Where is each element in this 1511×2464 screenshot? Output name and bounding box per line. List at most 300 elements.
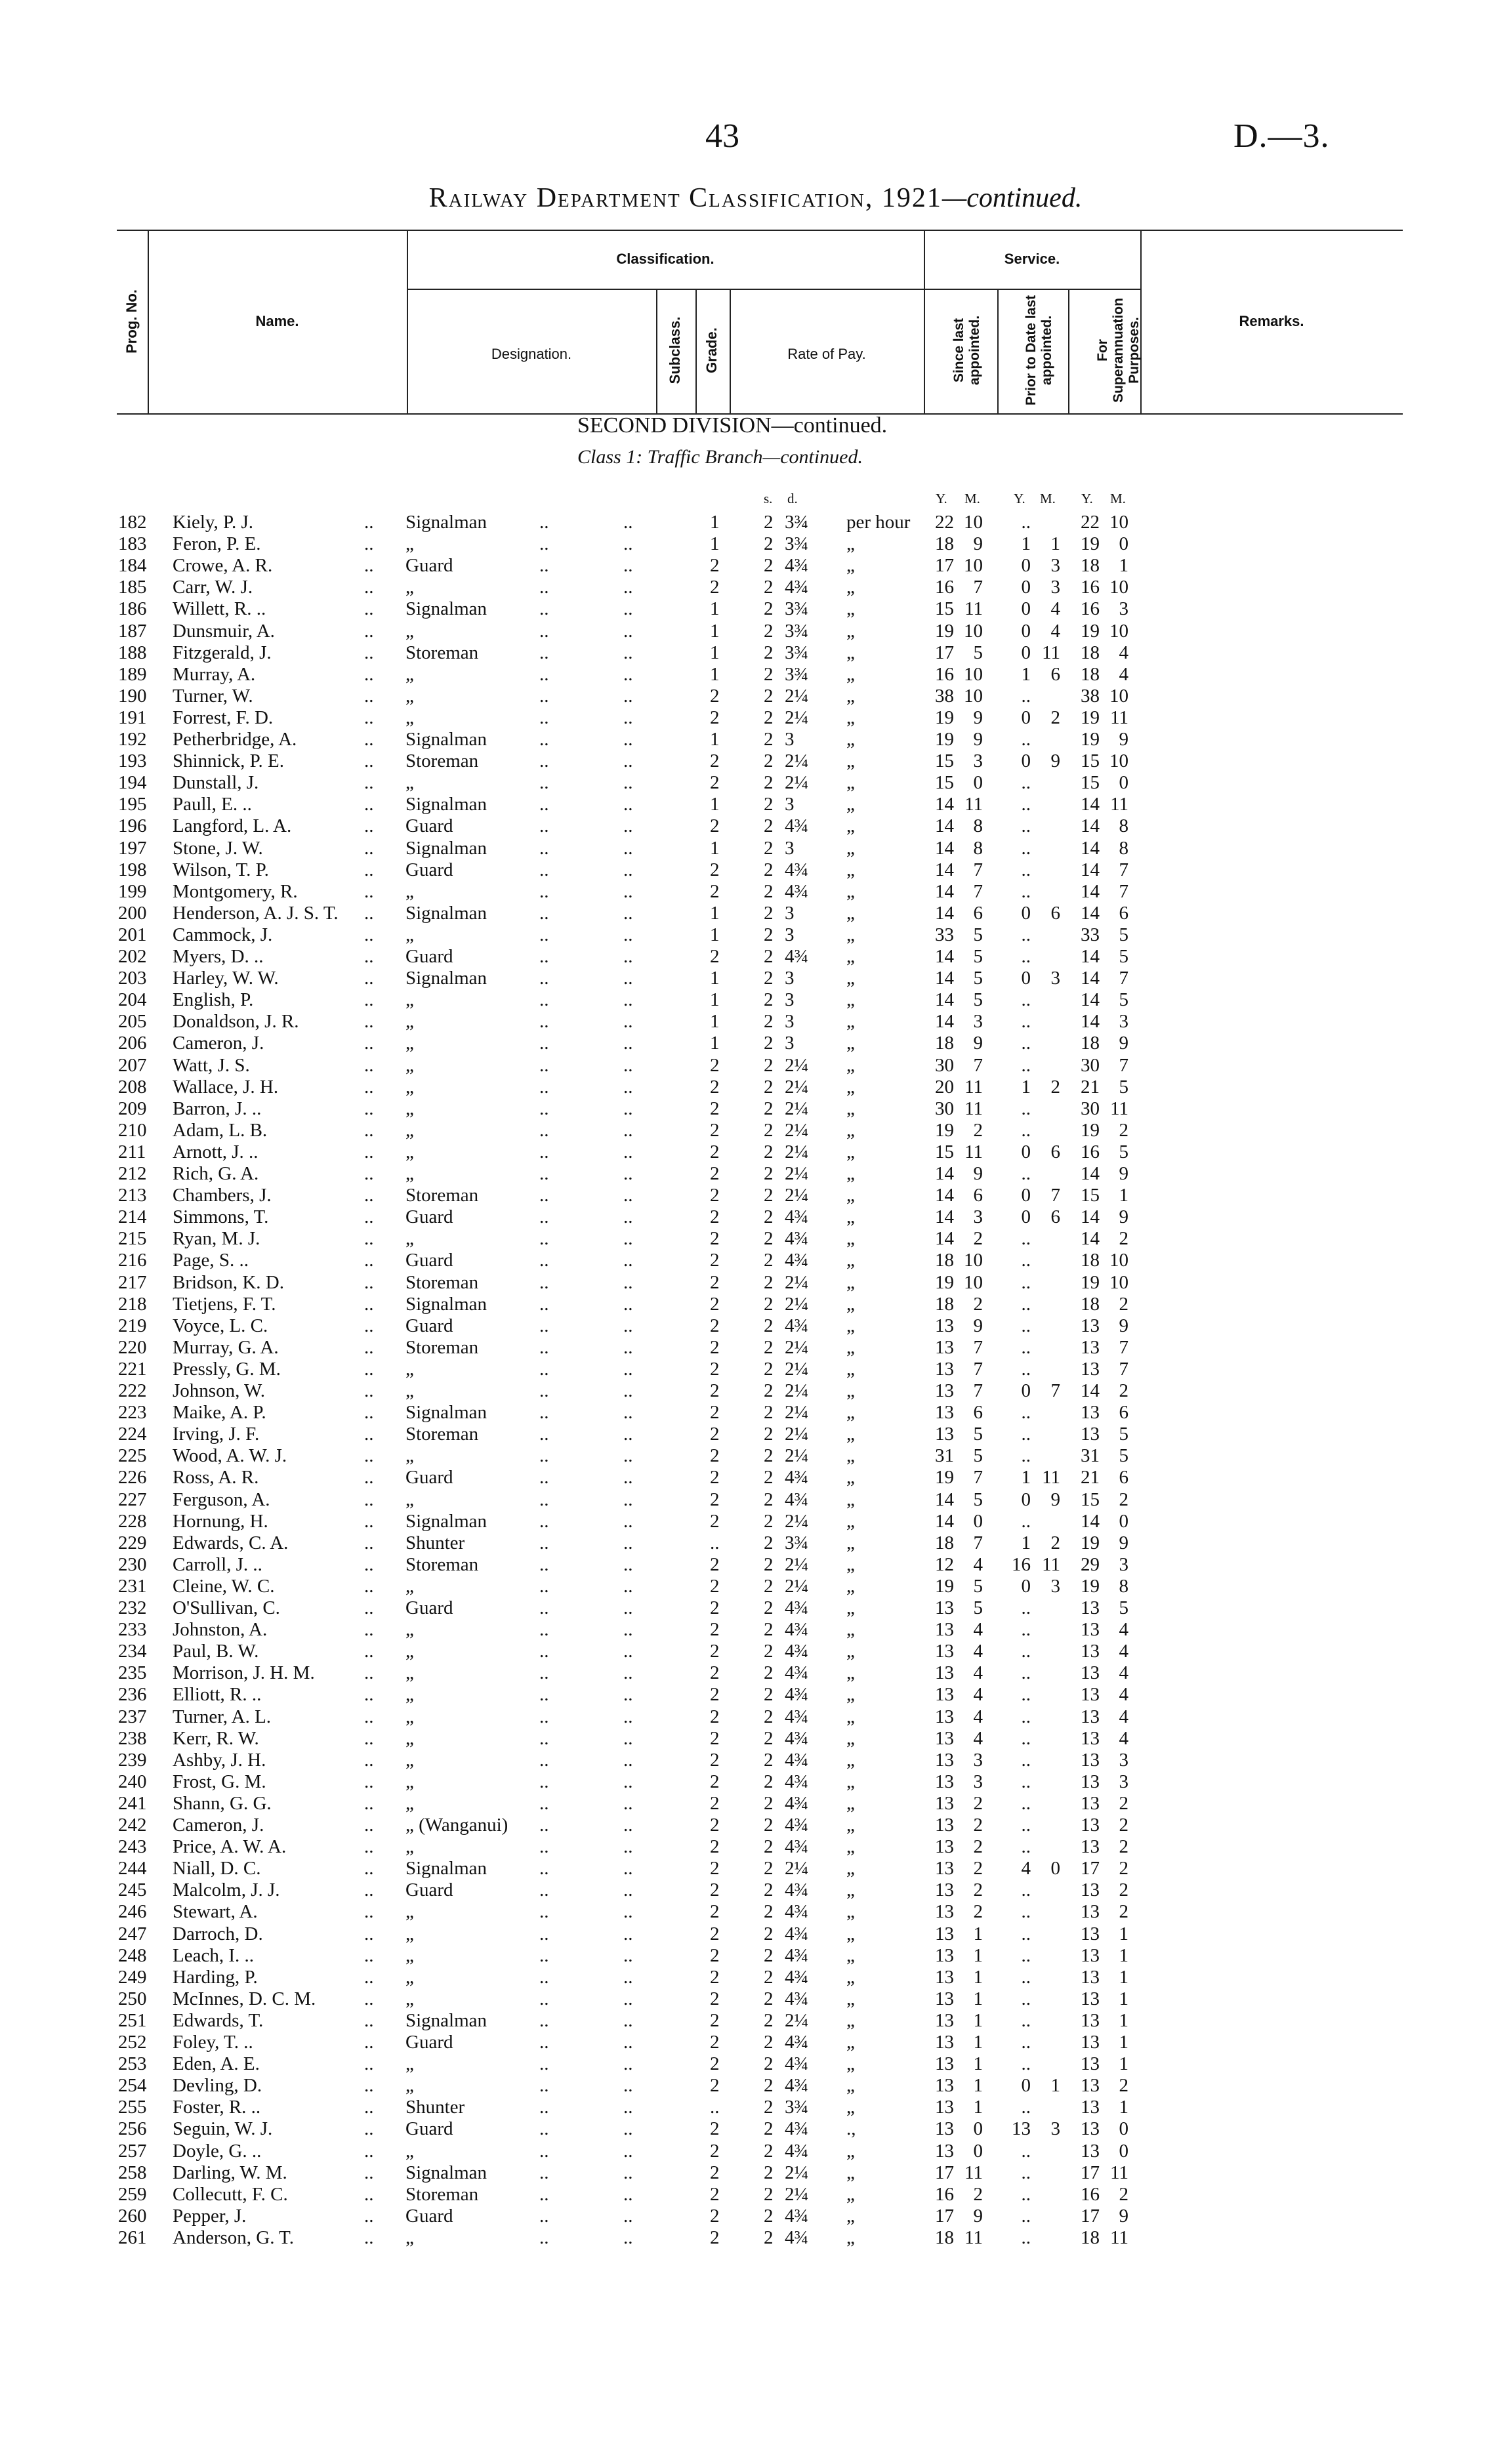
since-months-cell: 8 xyxy=(973,815,983,837)
super-years-cell: 13 xyxy=(1081,2053,1100,2075)
rate-cell: 4¾ xyxy=(785,2227,809,2248)
prior-years-cell: .. xyxy=(1021,1597,1031,1618)
name-cell: Turner, A. L. xyxy=(173,1706,272,1727)
super-months-cell: 1 xyxy=(1119,1944,1128,1966)
grade-cell: 2 xyxy=(764,989,774,1011)
super-years-cell: 13 xyxy=(1081,1706,1100,1727)
rate-cell: 2¼ xyxy=(785,1271,809,1293)
rate-unit-cell: „ xyxy=(846,1662,855,1684)
header-prior-to: Prior to Date last appointed. xyxy=(1024,295,1055,406)
designation-cell: „ xyxy=(405,1380,414,1401)
prior-years-cell: .. xyxy=(1021,2140,1031,2162)
name-cell: Petherbridge, A. xyxy=(173,729,297,750)
leader-dots: .. xyxy=(539,1641,549,1662)
prog-no-cell: 250 xyxy=(118,1988,147,2009)
since-months-cell: 2 xyxy=(973,1119,983,1141)
super-months-cell: 2 xyxy=(1119,1836,1128,1858)
super-months-cell: 2 xyxy=(1119,1380,1128,1401)
prog-no-cell: 259 xyxy=(118,2183,147,2205)
leader-dots: .. xyxy=(364,1206,374,1228)
prog-no-cell: 192 xyxy=(118,729,147,750)
super-years-cell: 14 xyxy=(1081,837,1100,859)
table-row xyxy=(0,1923,1511,1945)
leader-dots: .. xyxy=(364,1923,374,1944)
subclass-cell: 2 xyxy=(710,1119,720,1141)
col-rule-4 xyxy=(695,289,697,413)
super-years-cell: 21 xyxy=(1081,1076,1100,1098)
grade-cell: 2 xyxy=(764,577,774,598)
prog-no-cell: 251 xyxy=(118,2009,147,2031)
leader-dots: .. xyxy=(539,2118,549,2140)
prog-no-cell: 208 xyxy=(118,1076,147,1098)
since-months-cell: 4 xyxy=(973,1684,983,1706)
leader-dots: .. xyxy=(364,729,374,750)
since-years-cell: 13 xyxy=(935,1641,954,1662)
designation-cell: „ xyxy=(405,1033,414,1054)
grade-cell: 2 xyxy=(764,1358,774,1380)
leader-dots: .. xyxy=(364,1076,374,1098)
leader-dots: .. xyxy=(364,815,374,837)
since-years-cell: 13 xyxy=(935,2075,954,2097)
rate-unit-cell: „ xyxy=(846,1966,855,1988)
table-row xyxy=(0,664,1511,686)
name-cell: Cammock, J. xyxy=(173,924,273,945)
prog-no-cell: 220 xyxy=(118,1336,147,1358)
leader-dots: .. xyxy=(539,1098,549,1119)
leader-dots: .. xyxy=(364,968,374,989)
leader-dots: .. xyxy=(539,1271,549,1293)
rate-unit-cell: „ xyxy=(846,880,855,902)
subclass-cell: 2 xyxy=(710,1185,720,1206)
super-months-cell: 4 xyxy=(1119,1706,1128,1727)
since-years-cell: 15 xyxy=(935,750,954,772)
designation-cell: Guard xyxy=(405,1597,453,1618)
since-months-cell: 7 xyxy=(973,1380,983,1401)
leader-dots: .. xyxy=(623,968,633,989)
subclass-cell: 2 xyxy=(710,1553,720,1575)
grade-cell: 2 xyxy=(764,729,774,750)
since-months-cell: 7 xyxy=(973,577,983,598)
grade-cell: 2 xyxy=(764,880,774,902)
designation-cell: Guard xyxy=(405,1467,453,1489)
designation-cell: „ xyxy=(405,1944,414,1966)
rate-cell: 4¾ xyxy=(785,1901,809,1923)
prog-no-cell: 195 xyxy=(118,794,147,815)
prior-years-cell: 0 xyxy=(1021,2075,1031,2097)
leader-dots: .. xyxy=(364,2053,374,2075)
subclass-cell: 2 xyxy=(710,1597,720,1618)
grade-cell: 2 xyxy=(764,2032,774,2053)
subclass-cell: 2 xyxy=(710,1315,720,1336)
table-row xyxy=(0,1359,1511,1380)
table-row xyxy=(0,1033,1511,1054)
subclass-cell: 2 xyxy=(710,1858,720,1879)
super-years-cell: 14 xyxy=(1081,1510,1100,1532)
table-row xyxy=(0,859,1511,881)
grade-cell: 2 xyxy=(764,2162,774,2183)
rate-cell: 3¾ xyxy=(785,598,809,620)
prog-no-cell: 261 xyxy=(118,2227,147,2248)
prog-no-cell: 223 xyxy=(118,1402,147,1424)
table-row xyxy=(0,642,1511,664)
leader-dots: .. xyxy=(364,859,374,880)
since-months-cell: 10 xyxy=(964,555,983,577)
leader-dots: .. xyxy=(364,1228,374,1250)
leader-dots: .. xyxy=(623,1575,633,1597)
subclass-cell: 2 xyxy=(710,1966,720,1988)
grade-cell: 2 xyxy=(764,1119,774,1141)
rate-cell: 2¼ xyxy=(785,1424,809,1445)
since-years-cell: 38 xyxy=(935,685,954,707)
super-years-cell: 15 xyxy=(1081,1489,1100,1510)
since-years-cell: 13 xyxy=(935,1815,954,1836)
rate-cell: 4¾ xyxy=(785,1815,809,1836)
grade-cell: 2 xyxy=(764,1054,774,1076)
designation-cell: „ xyxy=(405,663,414,685)
name-cell: Crowe, A. R. xyxy=(173,555,273,577)
leader-dots: .. xyxy=(539,1836,549,1858)
super-years-cell: 17 xyxy=(1081,2205,1100,2227)
leader-dots: .. xyxy=(539,577,549,598)
prior-years-cell: .. xyxy=(1021,1163,1031,1184)
table-row xyxy=(0,1750,1511,1771)
leader-dots: .. xyxy=(364,1792,374,1814)
rate-unit-cell: „ xyxy=(846,772,855,794)
subclass-cell: 2 xyxy=(710,2205,720,2227)
since-months-cell: 7 xyxy=(973,1467,983,1489)
subclass-cell: 1 xyxy=(710,1011,720,1033)
table-row xyxy=(0,1576,1511,1597)
prior-months-cell: 7 xyxy=(1050,1185,1060,1206)
since-years-cell: 14 xyxy=(935,902,954,924)
leader-dots: .. xyxy=(623,1358,633,1380)
prior-years-cell: .. xyxy=(1021,1923,1031,1944)
super-months-cell: 8 xyxy=(1119,1575,1128,1597)
since-years-cell: 15 xyxy=(935,598,954,620)
unit-shillings: s. xyxy=(764,491,773,506)
leader-dots: .. xyxy=(539,2097,549,2118)
rate-cell: 4¾ xyxy=(785,1706,809,1727)
prior-years-cell: 1 xyxy=(1021,1467,1031,1489)
prior-years-cell: .. xyxy=(1021,1901,1031,1923)
rate-cell: 2¼ xyxy=(785,1185,809,1206)
prog-no-cell: 201 xyxy=(118,924,147,945)
leader-dots: .. xyxy=(623,729,633,750)
super-years-cell: 16 xyxy=(1081,577,1100,598)
leader-dots: .. xyxy=(539,1923,549,1944)
grade-cell: 2 xyxy=(764,1163,774,1184)
leader-dots: .. xyxy=(623,598,633,620)
prior-months-cell: 3 xyxy=(1050,555,1060,577)
subclass-cell: 2 xyxy=(710,1445,720,1467)
grade-cell: 2 xyxy=(764,2140,774,2162)
super-years-cell: 19 xyxy=(1081,1532,1100,1553)
grade-cell: 2 xyxy=(764,1815,774,1836)
leader-dots: .. xyxy=(623,946,633,967)
rate-unit-cell: „ xyxy=(846,2162,855,2183)
unit-since-months: M. xyxy=(964,491,980,506)
rate-cell: 2¼ xyxy=(785,1510,809,1532)
prog-no-cell: 234 xyxy=(118,1641,147,1662)
page-title xyxy=(0,182,1511,214)
since-months-cell: 5 xyxy=(973,989,983,1011)
grade-cell: 2 xyxy=(764,2183,774,2205)
table-row xyxy=(0,2032,1511,2053)
grade-cell: 2 xyxy=(764,663,774,685)
grade-cell: 2 xyxy=(764,1662,774,1684)
designation-cell: „ xyxy=(405,1966,414,1988)
name-cell: Murray, G. A. xyxy=(173,1336,279,1358)
rate-cell: 3 xyxy=(785,1033,795,1054)
table-row xyxy=(0,1836,1511,1858)
grade-cell: 2 xyxy=(764,1467,774,1489)
grade-cell: 2 xyxy=(764,1901,774,1923)
leader-dots: .. xyxy=(623,1901,633,1923)
table-row xyxy=(0,577,1511,598)
since-months-cell: 10 xyxy=(964,1250,983,1271)
table-row xyxy=(0,1597,1511,1619)
super-years-cell: 31 xyxy=(1081,1445,1100,1467)
grade-cell: 2 xyxy=(764,1402,774,1424)
table-row xyxy=(0,1424,1511,1445)
table-row xyxy=(0,1206,1511,1228)
leader-dots: .. xyxy=(539,859,549,880)
prog-no-cell: 260 xyxy=(118,2205,147,2227)
subclass-cell: 2 xyxy=(710,2032,720,2053)
name-cell: Darroch, D. xyxy=(173,1923,263,1944)
since-years-cell: 19 xyxy=(935,729,954,750)
prior-years-cell: .. xyxy=(1021,1358,1031,1380)
table-row xyxy=(0,838,1511,859)
since-years-cell: 31 xyxy=(935,1445,954,1467)
prog-no-cell: 233 xyxy=(118,1619,147,1641)
leader-dots: .. xyxy=(623,1076,633,1098)
prog-no-cell: 215 xyxy=(118,1228,147,1250)
prog-no-cell: 189 xyxy=(118,663,147,685)
rate-unit-cell: „ xyxy=(846,1706,855,1727)
prior-years-cell: .. xyxy=(1021,1510,1031,1532)
leader-dots: .. xyxy=(623,880,633,902)
since-years-cell: 19 xyxy=(935,707,954,728)
leader-dots: .. xyxy=(364,1771,374,1792)
leader-dots: .. xyxy=(364,1098,374,1119)
leader-dots: .. xyxy=(364,663,374,685)
leader-dots: .. xyxy=(623,555,633,577)
rate-unit-cell: „ xyxy=(846,1271,855,1293)
name-cell: Doyle, G. .. xyxy=(173,2140,262,2162)
leader-dots: .. xyxy=(364,750,374,772)
since-months-cell: 9 xyxy=(973,729,983,750)
since-years-cell: 13 xyxy=(935,1358,954,1380)
designation-cell: Storeman xyxy=(405,1553,479,1575)
grade-cell: 2 xyxy=(764,946,774,967)
prior-months-cell: 1 xyxy=(1050,2075,1060,2097)
rate-unit-cell: „ xyxy=(846,685,855,707)
leader-dots: .. xyxy=(364,1510,374,1532)
super-years-cell: 14 xyxy=(1081,902,1100,924)
name-cell: Murray, A. xyxy=(173,663,256,685)
super-years-cell: 13 xyxy=(1081,1402,1100,1424)
since-years-cell: 14 xyxy=(935,880,954,902)
super-months-cell: 3 xyxy=(1119,1553,1128,1575)
rate-cell: 2¼ xyxy=(785,1575,809,1597)
super-months-cell: 3 xyxy=(1119,1011,1128,1033)
grade-cell: 2 xyxy=(764,642,774,663)
leader-dots: .. xyxy=(623,1119,633,1141)
table-row xyxy=(0,1641,1511,1662)
super-years-cell: 19 xyxy=(1081,1575,1100,1597)
designation-cell: Guard xyxy=(405,555,453,577)
rate-cell: 4¾ xyxy=(785,946,809,967)
grade-cell: 2 xyxy=(764,1250,774,1271)
designation-cell: „ xyxy=(405,2227,414,2248)
name-cell: Seguin, W. J. xyxy=(173,2118,273,2140)
leader-dots: .. xyxy=(364,2183,374,2205)
table-row xyxy=(0,729,1511,750)
super-months-cell: 3 xyxy=(1119,598,1128,620)
super-years-cell: 13 xyxy=(1081,1424,1100,1445)
prior-years-cell: .. xyxy=(1021,946,1031,967)
leader-dots: .. xyxy=(623,1510,633,1532)
super-years-cell: 18 xyxy=(1081,1250,1100,1271)
leader-dots: .. xyxy=(623,663,633,685)
since-years-cell: 14 xyxy=(935,1206,954,1228)
subclass-cell: 2 xyxy=(710,1076,720,1098)
prior-years-cell: .. xyxy=(1021,1749,1031,1771)
leader-dots: .. xyxy=(364,1575,374,1597)
since-months-cell: 5 xyxy=(973,1489,983,1510)
name-cell: Wilson, T. P. xyxy=(173,859,269,880)
name-cell: Watt, J. S. xyxy=(173,1054,250,1076)
since-years-cell: 14 xyxy=(935,794,954,815)
since-years-cell: 18 xyxy=(935,1033,954,1054)
prog-no-cell: 255 xyxy=(118,2097,147,2118)
prior-years-cell: 0 xyxy=(1021,1575,1031,1597)
grade-cell: 2 xyxy=(764,1380,774,1401)
grade-cell: 2 xyxy=(764,968,774,989)
unit-super-months: M. xyxy=(1110,491,1126,506)
leader-dots: .. xyxy=(623,815,633,837)
prior-months-cell: 0 xyxy=(1050,1858,1060,1879)
leader-dots: .. xyxy=(539,1749,549,1771)
prior-years-cell: 16 xyxy=(1012,1553,1031,1575)
table-row xyxy=(0,1706,1511,1728)
prog-no-cell: 218 xyxy=(118,1293,147,1315)
designation-cell: Storeman xyxy=(405,1271,479,1293)
prior-years-cell: .. xyxy=(1021,2053,1031,2075)
leader-dots: .. xyxy=(364,1185,374,1206)
rate-unit-cell: „ xyxy=(846,1489,855,1510)
leader-dots: .. xyxy=(364,880,374,902)
leader-dots: .. xyxy=(623,794,633,815)
leader-dots: .. xyxy=(364,1706,374,1727)
leader-dots: .. xyxy=(539,1141,549,1162)
leader-dots: .. xyxy=(539,815,549,837)
rate-unit-cell: „ xyxy=(846,1467,855,1489)
rate-unit-cell: „ xyxy=(846,1575,855,1597)
leader-dots: .. xyxy=(623,1467,633,1489)
leader-dots: .. xyxy=(364,642,374,663)
since-years-cell: 13 xyxy=(935,1792,954,1814)
designation-cell: „ xyxy=(405,1836,414,1858)
rate-cell: 3¾ xyxy=(785,663,809,685)
since-years-cell: 13 xyxy=(935,2118,954,2140)
designation-cell: „ xyxy=(405,1119,414,1141)
table-row xyxy=(0,2162,1511,2184)
since-months-cell: 4 xyxy=(973,1619,983,1641)
prior-years-cell: .. xyxy=(1021,2205,1031,2227)
since-years-cell: 19 xyxy=(935,1271,954,1293)
rate-unit-cell: „ xyxy=(846,598,855,620)
rate-cell: 2¼ xyxy=(785,2162,809,2183)
rate-unit-cell: „ xyxy=(846,642,855,663)
prior-months-cell: 6 xyxy=(1050,1141,1060,1162)
prog-no-cell: 254 xyxy=(118,2075,147,2097)
leader-dots: .. xyxy=(364,577,374,598)
since-months-cell: 2 xyxy=(973,1879,983,1901)
since-years-cell: 14 xyxy=(935,989,954,1011)
grade-cell: 2 xyxy=(764,1879,774,1901)
designation-cell: „ xyxy=(405,1771,414,1792)
since-years-cell: 13 xyxy=(935,1727,954,1749)
prior-months-cell: 3 xyxy=(1050,1575,1060,1597)
rate-cell: 2¼ xyxy=(785,685,809,707)
since-months-cell: 11 xyxy=(964,2162,983,2183)
leader-dots: .. xyxy=(364,1489,374,1510)
super-years-cell: 30 xyxy=(1081,1054,1100,1076)
name-cell: Stone, J. W. xyxy=(173,837,263,859)
since-months-cell: 2 xyxy=(973,1815,983,1836)
super-years-cell: 13 xyxy=(1081,1771,1100,1792)
super-months-cell: 1 xyxy=(1119,1923,1128,1944)
since-years-cell: 30 xyxy=(935,1098,954,1119)
leader-dots: .. xyxy=(623,1988,633,2009)
grade-cell: 2 xyxy=(764,2097,774,2118)
prog-no-cell: 230 xyxy=(118,1553,147,1575)
name-cell: Barron, J. .. xyxy=(173,1098,262,1119)
designation-cell: „ xyxy=(405,1575,414,1597)
super-years-cell: 15 xyxy=(1081,750,1100,772)
designation-cell: „ xyxy=(405,2140,414,2162)
since-years-cell: 19 xyxy=(935,1575,954,1597)
leader-dots: .. xyxy=(623,1815,633,1836)
leader-dots: .. xyxy=(364,1944,374,1966)
subclass-cell: 2 xyxy=(710,2183,720,2205)
since-years-cell: 13 xyxy=(935,1771,954,1792)
rate-unit-cell: „ xyxy=(846,1901,855,1923)
table-row xyxy=(0,1445,1511,1467)
super-years-cell: 29 xyxy=(1081,1553,1100,1575)
prog-no-cell: 204 xyxy=(118,989,147,1011)
header-grade: Grade. xyxy=(703,327,720,373)
leader-dots: .. xyxy=(364,1619,374,1641)
prog-no-cell: 235 xyxy=(118,1662,147,1684)
leader-dots: .. xyxy=(623,2097,633,2118)
designation-cell: Signalman xyxy=(405,837,487,859)
rate-unit-cell: ., xyxy=(846,2118,856,2140)
since-years-cell: 14 xyxy=(935,1011,954,1033)
rate-unit-cell: „ xyxy=(846,1858,855,1879)
since-years-cell: 14 xyxy=(935,1185,954,1206)
leader-dots: .. xyxy=(364,1966,374,1988)
leader-dots: .. xyxy=(539,2009,549,2031)
leader-dots: .. xyxy=(364,902,374,924)
designation-cell: „ xyxy=(405,1011,414,1033)
grade-cell: 2 xyxy=(764,1315,774,1336)
prior-months-cell: 2 xyxy=(1050,707,1060,728)
rate-cell: 4¾ xyxy=(785,859,809,880)
subclass-cell: 1 xyxy=(710,512,720,533)
